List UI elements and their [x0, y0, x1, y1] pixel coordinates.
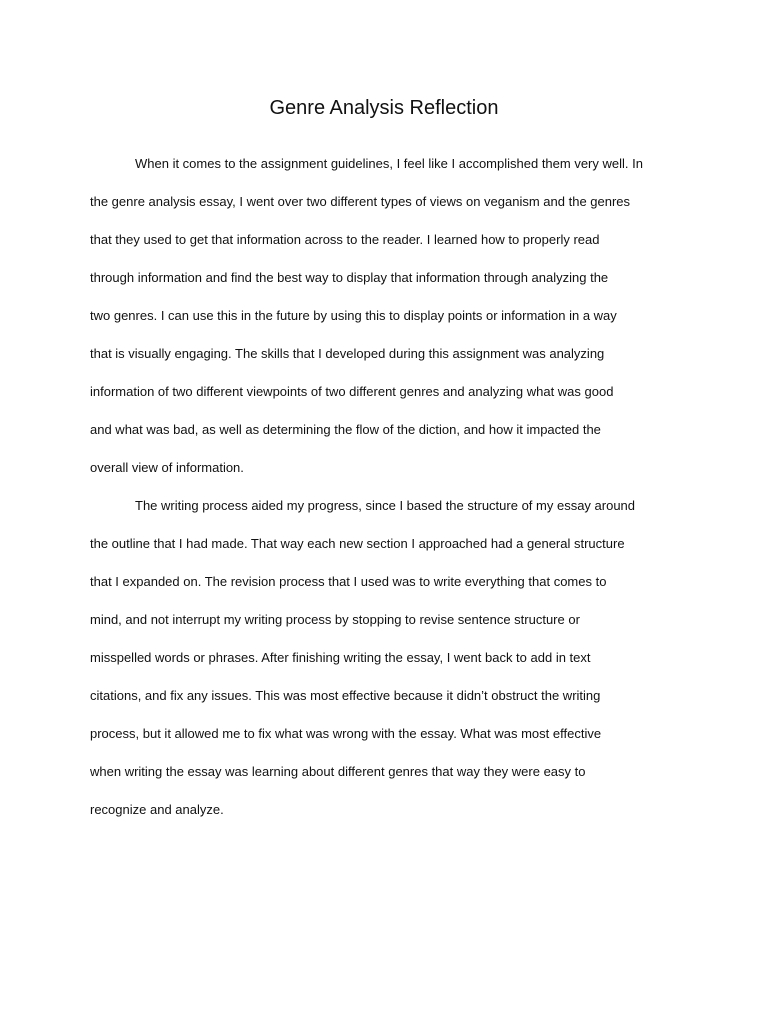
- document-title: Genre Analysis Reflection: [269, 97, 499, 119]
- paragraph-line: recognize and analyze.: [90, 802, 224, 817]
- paragraph-line: process, but it allowed me to fix what was wrong with the essay. What was most effective: [90, 726, 602, 741]
- paragraph-line: through information and find the best way to display that information through analyzing the: [90, 270, 609, 285]
- paragraph-line: When it comes to the assignment guidelines, I feel like I accomplished them very well. In: [135, 156, 643, 171]
- paragraph-line: and what was bad, as well as determining the flow of the diction, and how it impacted the: [90, 422, 601, 437]
- paragraph-line: The writing process aided my progress, since I based the structure of my essay around: [135, 498, 636, 513]
- paragraph-line: when writing the essay was learning about different genres that way they were easy to: [90, 764, 586, 779]
- paragraph-line: information of two different viewpoints of two different genres and analyzing what was good: [90, 384, 614, 399]
- paragraph-line: that they used to get that information across to the reader. I learned how to properly read: [90, 232, 600, 247]
- document-body: [90, 145, 690, 829]
- paragraph-line: overall view of information.: [90, 460, 244, 475]
- paragraph-line: the outline that I had made. That way each new section I approached had a general structure: [90, 536, 625, 551]
- paragraph-line: the genre analysis essay, I went over two different types of views on veganism and the genres: [90, 194, 631, 209]
- paragraph-line: mind, and not interrupt my writing process by stopping to revise sentence structure or: [90, 612, 580, 627]
- paragraph-line: citations, and fix any issues. This was most effective because it didn’t obstruct the writing: [90, 688, 601, 703]
- paragraph-line: two genres. I can use this in the future by using this to display points or information in a way: [90, 308, 617, 323]
- paragraph-line: that is visually engaging. The skills that I developed during this assignment was analyzing: [90, 346, 605, 361]
- paragraph-line: that I expanded on. The revision process that I used was to write everything that comes to: [90, 574, 607, 589]
- paragraph-line: misspelled words or phrases. After finishing writing the essay, I went back to add in text: [90, 650, 591, 665]
- paragraph-2: [90, 487, 690, 829]
- paragraph-1: [90, 145, 690, 487]
